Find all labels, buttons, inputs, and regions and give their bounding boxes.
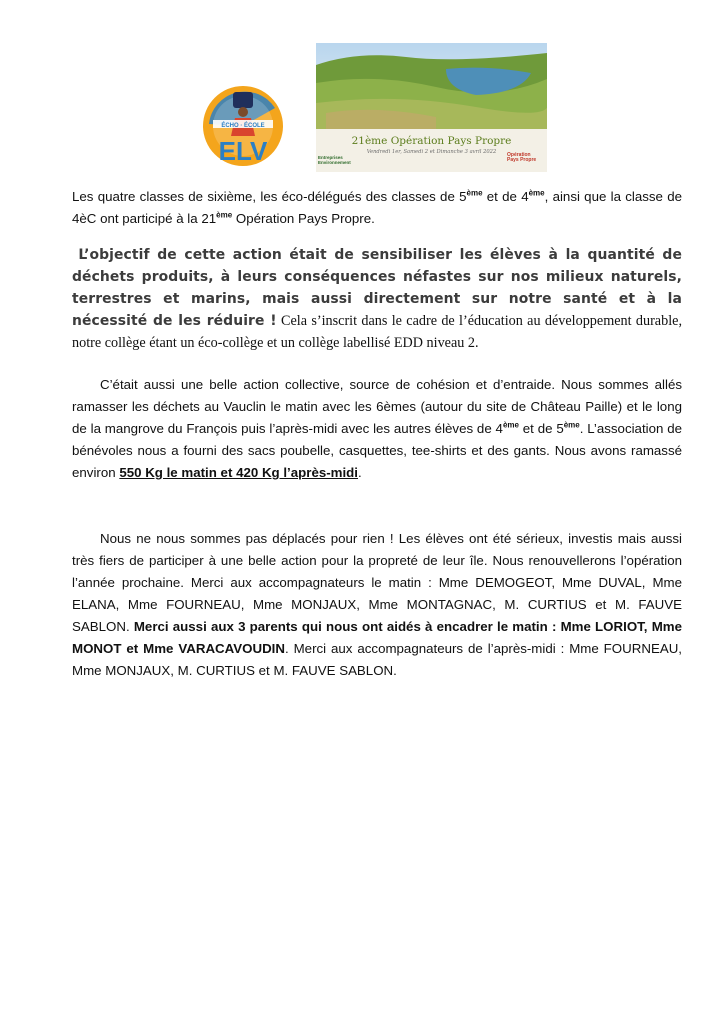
elv-logo <box>195 84 291 168</box>
event-poster <box>316 43 547 172</box>
objective-paragraph <box>72 244 682 354</box>
poster-title: 21ème Opération Pays Propre <box>351 135 512 147</box>
logo-lettering: ELV <box>218 136 268 166</box>
poster-sponsor: Entreprises Environnement <box>318 155 351 165</box>
poster-brand: Opération Pays Propre <box>507 152 537 164</box>
svg-text:ÉCHO · ÉCOLE: ÉCHO · ÉCOLE <box>221 123 265 129</box>
objective-lead: L’objectif de cette action était de sensibiliser les élèves à la quantité de déchets produits, à leurs conséquences néfastes sur nos milieux naturels, terrestres et marins, mais aussi directement sur notre santé et à la nécessité de les réduire ! <box>72 247 682 329</box>
parents-thanks: Merci aussi aux 3 parents qui nous ont aidés à encadrer le matin : Mme LORIOT, Mme MONOT et Mme VARACAVOUDIN <box>72 619 682 656</box>
intro-paragraph: Les quatre classes de sixième, les éco-délégués des classes de 5ème et de 4ème, ainsi que la classe de 4èC ont participé à la 21ème Opération Pays Propre. <box>72 188 682 226</box>
landscape-photo <box>316 43 547 129</box>
poster-subtitle: Vendredi 1er, Samedi 2 et Dimanche 3 avril 2022 <box>366 149 497 155</box>
collective-action-paragraph: C’était aussi une belle action collective, source de cohésion et d’entraide. Nous sommes allés ramasser les déchets au Vauclin le matin avec les 6èmes (autour du site de Château Paille) et le long de la mangrove du François puis l’après-midi avec les autres élèves de 4ème et de 5ème. L’association de bénévoles nous a fourni des sacs poubelle, casquettes, tee-shirts et des gants. Nous avons ramassé environ 550 Kg le matin et 420 Kg l’après-midi. <box>72 377 683 480</box>
objective-rest: Cela s’inscrit dans le cadre de l’éducation au développement durable, notre collège étant un éco-collège et un collège labellisé EDD niveau 2. <box>72 313 682 351</box>
collected-weight: 550 Kg le matin et 420 Kg l’après-midi <box>119 465 359 480</box>
thanks-paragraph: Nous ne nous sommes pas déplacés pour rien ! Les élèves ont été sérieux, investis mais aussi très fiers de participer à une belle action pour la propreté de leur île. Nous renouvellerons l’opération l’année prochaine. Merci aux accompagnateurs le matin : Mme DEMOGEOT, Mme DUVAL, Mme ELANA, Mme FOURNEAU, Mme MONJAUX, Mme MONTAGNAC, M. CURTIUS et M. FAUVE SABLON. Merci aussi aux 3 parents qui nous ont aidés à encadrer le matin : Mme LORIOT, Mme MONOT et Mme VARACAVOUDIN. Merci aux accompagnateurs de l’après-midi : Mme FOURNEAU, Mme MONJAUX, M. CURTIUS et M. FAUVE SABLON. <box>72 531 682 678</box>
